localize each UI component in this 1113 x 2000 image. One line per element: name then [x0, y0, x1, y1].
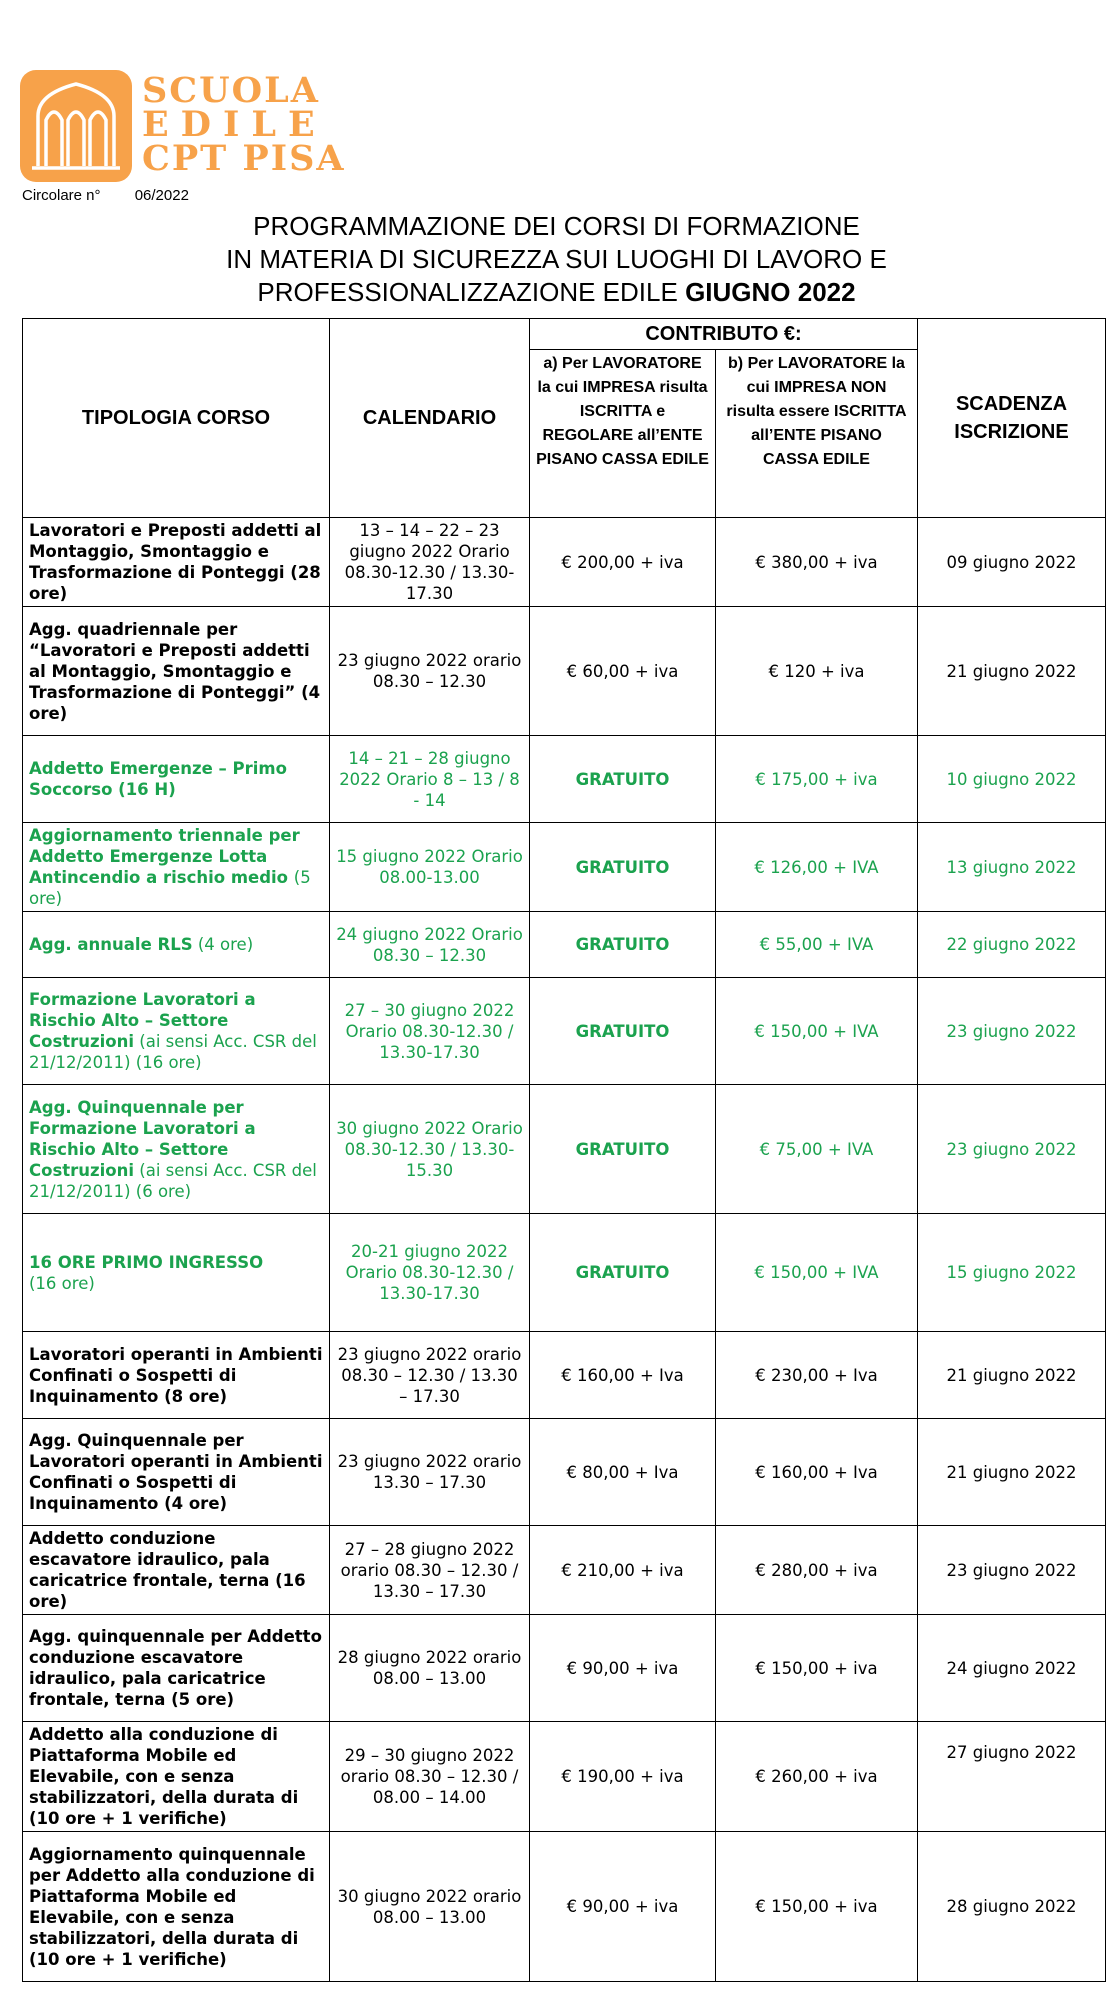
title-line-2: IN MATERIA DI SICUREZZA SUI LUOGHI DI LAVORO E	[226, 244, 887, 274]
header-tipologia: TIPOLOGIA CORSO	[23, 319, 330, 518]
table-row	[23, 1332, 1106, 1419]
course-title: 16 ORE PRIMO INGRESSO (16 ore)	[23, 1214, 330, 1332]
school-building-icon	[20, 70, 132, 182]
course-title: Agg. annuale RLS (4 ore)	[23, 912, 330, 978]
price-b: € 260,00 + iva	[716, 1722, 918, 1832]
header-contrib-a: a) Per LAVORATORE la cui IMPRESA risulta ISCRITTA e REGOLARE all’ENTE PISANO CASSA EDILE	[530, 350, 716, 518]
price-b: € 150,00 + IVA	[716, 1214, 918, 1332]
table-row	[23, 912, 1106, 978]
course-calendar: 27 – 30 giugno 2022 Orario 08.30-12.30 / 13.30-17.30	[330, 978, 530, 1085]
course-calendar: 13 – 14 – 22 – 23 giugno 2022 Orario 08.30-12.30 / 13.30-17.30	[330, 518, 530, 607]
price-b: € 150,00 + iva	[716, 1832, 918, 1982]
price-a: € 60,00 + iva	[530, 607, 716, 736]
course-calendar: 23 giugno 2022 orario 13.30 – 17.30	[330, 1419, 530, 1526]
table-row	[23, 1526, 1106, 1615]
course-title: Addetto conduzione escavatore idraulico, pala caricatrice frontale, terna (16 ore)	[23, 1526, 330, 1615]
price-a: € 190,00 + iva	[530, 1722, 716, 1832]
price-b: € 120 + iva	[716, 607, 918, 736]
price-a: GRATUITO	[530, 736, 716, 823]
price-a: GRATUITO	[530, 912, 716, 978]
header-contributo: CONTRIBUTO €:	[530, 319, 918, 350]
course-calendar: 23 giugno 2022 orario 08.30 – 12.30 / 13.30 – 17.30	[330, 1332, 530, 1419]
deadline: 23 giugno 2022	[918, 1526, 1106, 1615]
course-title: Agg. quadriennale per “Lavoratori e Preposti addetti al Montaggio, Smontaggio e Trasformazione di Ponteggi” (4 ore)	[23, 607, 330, 736]
price-a: € 200,00 + iva	[530, 518, 716, 607]
title-line-3	[0, 276, 1113, 309]
deadline: 21 giugno 2022	[918, 1332, 1106, 1419]
deadline: 22 giugno 2022	[918, 912, 1106, 978]
price-a: € 90,00 + iva	[530, 1615, 716, 1722]
course-calendar: 28 giugno 2022 orario 08.00 – 13.00	[330, 1615, 530, 1722]
circular-value: 06/2022	[134, 187, 189, 204]
course-calendar: 30 giugno 2022 orario 08.00 – 13.00	[330, 1832, 530, 1982]
table-row	[23, 518, 1106, 607]
title-line-1: PROGRAMMAZIONE DEI CORSI DI FORMAZIONE	[253, 211, 860, 241]
course-title: Agg. Quinquennale per Lavoratori operanti in Ambienti Confinati o Sospetti di Inquinamento (4 ore)	[23, 1419, 330, 1526]
deadline: 21 giugno 2022	[918, 607, 1106, 736]
price-a: GRATUITO	[530, 1214, 716, 1332]
title-month: GIUGNO 2022	[685, 277, 856, 307]
logo-line-1: SCUOLA	[142, 70, 320, 111]
price-b: € 150,00 + IVA	[716, 978, 918, 1085]
circular-number	[22, 187, 189, 204]
course-title: Addetto alla conduzione di Piattaforma Mobile ed Elevabile, con e senza stabilizzatori, della durata di (10 ore + 1 verifiche)	[23, 1722, 330, 1832]
logo-wordmark	[142, 70, 346, 179]
table-row	[23, 1722, 1106, 1832]
table-header-row	[23, 319, 1106, 350]
course-title: Lavoratori operanti in Ambienti Confinati o Sospetti di Inquinamento (8 ore)	[23, 1332, 330, 1419]
title-line-3-text: PROFESSIONALIZZAZIONE EDILE	[257, 277, 678, 307]
logo	[20, 70, 346, 182]
circular-label: Circolare n°	[22, 187, 101, 204]
deadline: 23 giugno 2022	[918, 978, 1106, 1085]
price-b: € 280,00 + iva	[716, 1526, 918, 1615]
deadline: 10 giugno 2022	[918, 736, 1106, 823]
header-scadenza: SCADENZA ISCRIZIONE	[918, 319, 1106, 518]
logo-line-2: EDILE	[142, 104, 327, 145]
deadline: 23 giugno 2022	[918, 1085, 1106, 1214]
price-b: € 160,00 + Iva	[716, 1419, 918, 1526]
price-b: € 175,00 + iva	[716, 736, 918, 823]
price-b: € 230,00 + Iva	[716, 1332, 918, 1419]
table-row	[23, 823, 1106, 912]
deadline: 27 giugno 2022	[918, 1722, 1106, 1832]
price-b: € 126,00 + IVA	[716, 823, 918, 912]
table-row	[23, 1214, 1106, 1332]
logo-line-3: CPT PISA	[142, 138, 346, 179]
course-title: Agg. Quinquennale per Formazione Lavoratori a Rischio Alto – Settore Costruzioni (ai sensi Acc. CSR del 21/12/2011) (6 ore)	[23, 1085, 330, 1214]
table-row	[23, 1832, 1106, 1982]
course-calendar: 24 giugno 2022 Orario 08.30 – 12.30	[330, 912, 530, 978]
table-row	[23, 978, 1106, 1085]
table-row	[23, 1085, 1106, 1214]
table-row	[23, 1615, 1106, 1722]
course-calendar: 14 – 21 – 28 giugno 2022 Orario 8 – 13 / 8 - 14	[330, 736, 530, 823]
price-b: € 380,00 + iva	[716, 518, 918, 607]
price-a: € 210,00 + iva	[530, 1526, 716, 1615]
course-calendar: 30 giugno 2022 Orario 08.30-12.30 / 13.30-15.30	[330, 1085, 530, 1214]
table-row	[23, 607, 1106, 736]
price-b: € 150,00 + iva	[716, 1615, 918, 1722]
course-title: Aggiornamento triennale per Addetto Emergenze Lotta Antincendio a rischio medio (5 ore)	[23, 823, 330, 912]
price-b: € 75,00 + IVA	[716, 1085, 918, 1214]
course-calendar: 20-21 giugno 2022 Orario 08.30-12.30 / 13.30-17.30	[330, 1214, 530, 1332]
course-title: Agg. quinquennale per Addetto conduzione escavatore idraulico, pala caricatrice frontale, terna (5 ore)	[23, 1615, 330, 1722]
deadline: 13 giugno 2022	[918, 823, 1106, 912]
course-calendar: 27 – 28 giugno 2022 orario 08.30 – 12.30 / 13.30 – 17.30	[330, 1526, 530, 1615]
deadline: 28 giugno 2022	[918, 1832, 1106, 1982]
course-title: Addetto Emergenze – Primo Soccorso (16 H)	[23, 736, 330, 823]
course-calendar: 23 giugno 2022 orario 08.30 – 12.30	[330, 607, 530, 736]
deadline: 15 giugno 2022	[918, 1214, 1106, 1332]
header-contrib-b: b) Per LAVORATORE la cui IMPRESA NON risulta essere ISCRITTA all’ENTE PISANO CASSA EDILE	[716, 350, 918, 518]
courses-table	[22, 318, 1106, 1982]
price-a: € 80,00 + Iva	[530, 1419, 716, 1526]
table-row	[23, 1419, 1106, 1526]
deadline: 24 giugno 2022	[918, 1615, 1106, 1722]
course-title: Formazione Lavoratori a Rischio Alto – Settore Costruzioni (ai sensi Acc. CSR del 21/12/2011) (16 ore)	[23, 978, 330, 1085]
price-a: € 90,00 + iva	[530, 1832, 716, 1982]
course-title: Aggiornamento quinquennale per Addetto alla conduzione di Piattaforma Mobile ed Elevabile, con e senza stabilizzatori, della durata di (10 ore + 1 verifiche)	[23, 1832, 330, 1982]
course-calendar: 29 – 30 giugno 2022 orario 08.30 – 12.30 / 08.00 – 14.00	[330, 1722, 530, 1832]
deadline: 21 giugno 2022	[918, 1419, 1106, 1526]
price-a: GRATUITO	[530, 1085, 716, 1214]
price-a: € 160,00 + Iva	[530, 1332, 716, 1419]
course-title: Lavoratori e Preposti addetti al Montaggio, Smontaggio e Trasformazione di Ponteggi (28 ore)	[23, 518, 330, 607]
table-row	[23, 736, 1106, 823]
page-title	[0, 210, 1113, 309]
price-b: € 55,00 + IVA	[716, 912, 918, 978]
price-a: GRATUITO	[530, 823, 716, 912]
header-calendario: CALENDARIO	[330, 319, 530, 518]
course-calendar: 15 giugno 2022 Orario 08.00-13.00	[330, 823, 530, 912]
price-a: GRATUITO	[530, 978, 716, 1085]
deadline: 09 giugno 2022	[918, 518, 1106, 607]
